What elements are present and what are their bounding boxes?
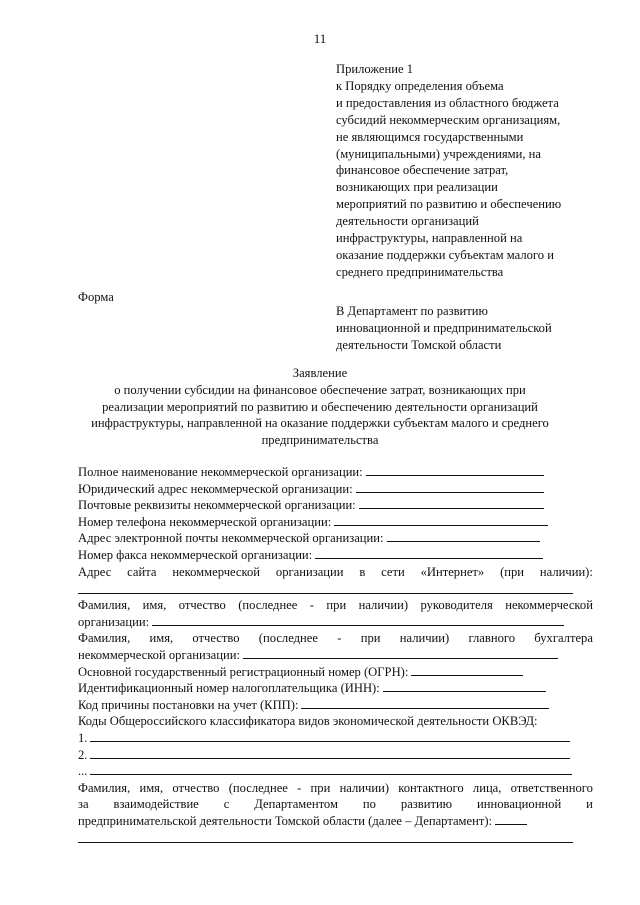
full-name-field[interactable] bbox=[366, 464, 544, 476]
okved-field-1[interactable] bbox=[90, 730, 570, 742]
full-name-label: Полное наименование некоммерческой организации: bbox=[78, 465, 363, 479]
head-word: имя, bbox=[142, 598, 167, 613]
accountant-word: отчество bbox=[192, 631, 240, 646]
website-word: в bbox=[359, 564, 366, 579]
okved-item-2 bbox=[78, 747, 593, 764]
accountant-word: имя, bbox=[149, 631, 174, 646]
title-heading: Заявление bbox=[292, 366, 348, 380]
okved-item-number: 1. bbox=[78, 730, 88, 745]
contact-word: и bbox=[586, 797, 593, 812]
appendix-line: (муниципальными) учреждениями, на bbox=[336, 146, 541, 161]
contact-field[interactable] bbox=[495, 813, 527, 825]
kpp-label: Код причины постановки на учет (КПП): bbox=[78, 697, 299, 712]
accountant-cont-row bbox=[78, 647, 593, 664]
okved-item-number: ... bbox=[78, 764, 88, 779]
postal-field[interactable] bbox=[359, 497, 544, 509]
head-word: наличии) bbox=[358, 598, 409, 613]
website-word: Адрес bbox=[78, 564, 112, 579]
accountant-row bbox=[78, 630, 593, 647]
contact-word: - bbox=[297, 780, 302, 795]
phone-label: Номер телефона некоммерческой организации: bbox=[78, 514, 332, 529]
contact-word: контактного bbox=[398, 780, 464, 795]
website-word: «Интернет» bbox=[420, 564, 485, 579]
website-field[interactable] bbox=[78, 582, 573, 594]
contact-word: за bbox=[78, 797, 89, 812]
website-word: наличии): bbox=[539, 564, 593, 579]
appendix-line: возникающих при реализации bbox=[336, 180, 498, 195]
page-number: 11 bbox=[313, 31, 327, 46]
kpp-field[interactable] bbox=[301, 697, 549, 709]
contact-row-1 bbox=[78, 780, 593, 797]
accountant-word: бухгалтера bbox=[534, 631, 593, 646]
contact-word: по bbox=[362, 797, 376, 812]
fax-label: Номер факса некоммерческой организации: bbox=[78, 547, 313, 562]
head-word: Фамилия, bbox=[78, 598, 131, 613]
document-title bbox=[0, 365, 640, 449]
appendix-line: к Порядку определения объема bbox=[336, 78, 504, 93]
contact-word: взаимодействие bbox=[113, 797, 199, 812]
appendix-line: среднего предпринимательства bbox=[336, 264, 504, 279]
legal-address-field[interactable] bbox=[356, 481, 544, 493]
accountant-word: главного bbox=[468, 631, 516, 646]
accountant-word: при bbox=[360, 631, 381, 646]
head-word: - bbox=[309, 598, 314, 613]
postal-row bbox=[78, 497, 593, 514]
inn-row bbox=[78, 680, 593, 697]
head-row bbox=[78, 597, 593, 614]
addressee-line: В Департамент по развитию bbox=[336, 304, 488, 318]
okved-field-more[interactable] bbox=[90, 763, 572, 775]
email-field[interactable] bbox=[387, 530, 540, 542]
phone-field[interactable] bbox=[334, 514, 548, 526]
appendix-block bbox=[336, 61, 561, 281]
ogrn-row bbox=[78, 664, 593, 681]
inn-field[interactable] bbox=[383, 680, 546, 692]
form-label: Форма bbox=[78, 290, 114, 304]
accountant-field[interactable] bbox=[243, 647, 558, 659]
head-word: руководителя bbox=[420, 598, 493, 613]
head-word: некоммерческой bbox=[505, 598, 593, 613]
contact-cont-row bbox=[78, 813, 593, 830]
head-word: (последнее bbox=[238, 598, 298, 613]
head-cont-label: организации: bbox=[78, 614, 150, 629]
contact-row-2 bbox=[78, 796, 593, 813]
contact-word: Департаментом bbox=[254, 797, 338, 812]
legal-address-row bbox=[78, 481, 593, 498]
appendix-line: оказание поддержки субъектам малого и bbox=[336, 247, 554, 262]
website-word: сети bbox=[381, 564, 405, 579]
accountant-word: (последнее bbox=[258, 631, 318, 646]
contact-field-extra[interactable] bbox=[78, 831, 573, 843]
appendix-line: мероприятий по развитию и обеспечению bbox=[336, 197, 562, 212]
contact-word: отчество bbox=[172, 780, 220, 795]
contact-word: имя, bbox=[139, 780, 164, 795]
website-row bbox=[78, 564, 593, 581]
full-name-row bbox=[78, 464, 593, 481]
fax-row bbox=[78, 547, 593, 564]
okved-label: Коды Общероссийского классификатора видов экономической деятельности ОКВЭД: bbox=[78, 714, 538, 729]
okved-item-number: 2. bbox=[78, 747, 88, 762]
head-word: отчество bbox=[178, 598, 226, 613]
appendix-line: и предоставления из областного бюджета bbox=[336, 95, 559, 110]
website-word: (при bbox=[500, 564, 525, 579]
appendix-line: инфраструктуры, направленной на bbox=[336, 231, 523, 246]
contact-word: инновационной bbox=[477, 797, 562, 812]
head-word: при bbox=[326, 598, 347, 613]
postal-label: Почтовые реквизиты некоммерческой организации: bbox=[78, 498, 356, 513]
appendix-line: Приложение 1 bbox=[336, 62, 414, 76]
contact-word: при bbox=[310, 780, 331, 795]
okved-item-1 bbox=[78, 730, 593, 747]
contact-word: с bbox=[223, 797, 230, 812]
ogrn-field[interactable] bbox=[411, 664, 523, 676]
addressee-line: инновационной и предпринимательской bbox=[336, 320, 552, 335]
contact-word: (последнее bbox=[228, 780, 288, 795]
title-line: инфраструктуры, направленной на оказание поддержки субъектам малого и среднего bbox=[91, 416, 549, 431]
accountant-word: - bbox=[337, 631, 342, 646]
form-body bbox=[78, 464, 593, 846]
title-line: предпринимательства bbox=[261, 433, 379, 448]
head-cont-row bbox=[78, 614, 593, 631]
accountant-word: наличии) bbox=[399, 631, 450, 646]
email-label: Адрес электронной почты некоммерческой организации: bbox=[78, 531, 384, 546]
phone-row bbox=[78, 514, 593, 531]
email-row bbox=[78, 530, 593, 547]
okved-item-more bbox=[78, 763, 593, 780]
head-field[interactable] bbox=[152, 614, 564, 626]
contact-word: лица, bbox=[472, 780, 502, 795]
addressee-line: деятельности Томской области bbox=[336, 337, 502, 352]
appendix-line: субсидий некоммерческим организациям, bbox=[336, 112, 561, 127]
okved-row bbox=[78, 713, 593, 730]
legal-address-label: Юридический адрес некоммерческой организации: bbox=[78, 481, 353, 496]
okved-field-2[interactable] bbox=[90, 747, 570, 759]
title-line: реализации мероприятий по развитию и обеспечению деятельности организаций bbox=[102, 399, 538, 414]
website-word: сайта bbox=[127, 564, 157, 579]
fax-field[interactable] bbox=[315, 547, 543, 559]
ogrn-label: Основной государственный регистрационный номер (ОГРН): bbox=[78, 664, 409, 679]
accountant-word: Фамилия, bbox=[78, 631, 131, 646]
contact-cont-label: предпринимательской деятельности Томской области (далее – Департамент): bbox=[78, 813, 493, 828]
kpp-row bbox=[78, 697, 593, 714]
contact-word: наличии) bbox=[339, 780, 390, 795]
appendix-line: финансовое обеспечение затрат, bbox=[336, 163, 509, 178]
addressee-block bbox=[336, 303, 552, 354]
contact-word: Фамилия, bbox=[78, 780, 131, 795]
appendix-line: деятельности организаций bbox=[336, 214, 479, 229]
website-word: организации bbox=[275, 564, 344, 579]
contact-word: ответственного bbox=[510, 780, 593, 795]
accountant-cont-label: некоммерческой организации: bbox=[78, 647, 240, 662]
inn-label: Идентификационный номер налогоплательщика (ИНН): bbox=[78, 681, 380, 696]
title-line: о получении субсидии на финансовое обеспечение затрат, возникающих при bbox=[114, 382, 526, 397]
website-word: некоммерческой bbox=[172, 564, 261, 579]
appendix-line: не являющимся государственными bbox=[336, 129, 524, 144]
contact-word: развитию bbox=[400, 797, 453, 812]
